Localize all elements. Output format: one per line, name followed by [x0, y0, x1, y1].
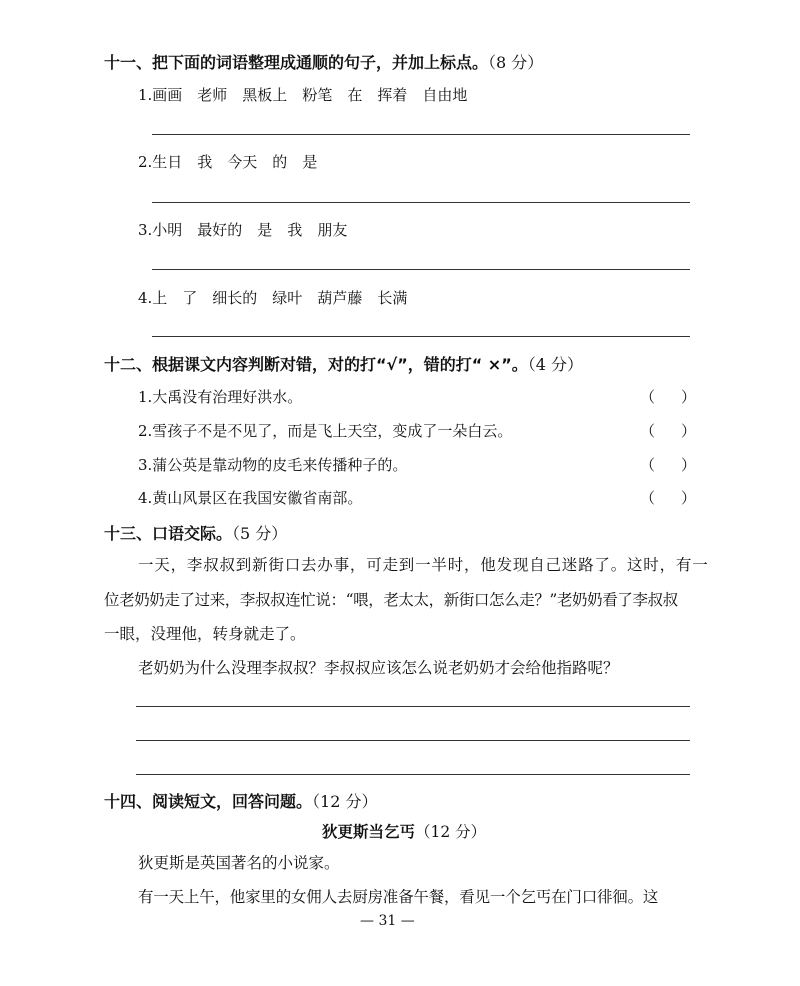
sec11-item-3: 3.小明 最好的 是 我 朋友: [138, 221, 348, 239]
answer-parentheses[interactable]: （）: [640, 388, 723, 406]
section-13-title: 十三、口语交际。（5 分）: [104, 524, 288, 543]
answer-line: [136, 740, 690, 741]
passage-line-2: 有一天上午，他家里的女佣人去厨房准备午餐，看见一个乞丐在门口徘徊。这: [138, 888, 659, 906]
answer-parentheses[interactable]: （）: [640, 422, 723, 440]
sec12-item-1: 1.大禹没有治理好洪水。: [138, 388, 303, 406]
sec11-item-2: 2.生日 我 今天 的 是: [138, 153, 318, 171]
section-14-title: 十四、阅读短文，回答问题。（12 分）: [104, 792, 378, 811]
story-line-2: 位老奶奶走了过来，李叔叔连忙说：“喂，老太太，新街口怎么走？”老奶奶看了李叔叔: [104, 591, 678, 609]
story-line-1: 一天，李叔叔到新街口去办事，可走到一半时，他发现自己迷路了。这时，有一: [138, 556, 709, 574]
story-line-3: 一眼，没理他，转身就走了。: [104, 625, 306, 643]
answer-parentheses[interactable]: （）: [640, 456, 723, 474]
story-title: 狄更斯当乞丐（12 分）: [322, 823, 487, 841]
answer-line: [152, 202, 690, 203]
sec12-item-3: 3.蒲公英是靠动物的皮毛来传播种子的。: [138, 456, 408, 474]
sec11-item-4: 4.上 了 细长的 绿叶 葫芦藤 长满: [138, 289, 408, 307]
answer-line: [152, 269, 690, 270]
answer-line: [136, 774, 690, 775]
passage-line-1: 狄更斯是英国著名的小说家。: [138, 854, 340, 872]
answer-parentheses[interactable]: （）: [640, 489, 723, 507]
answer-line: [152, 134, 690, 135]
page-number: — 31 —: [360, 913, 415, 929]
sec12-item-4: 4.黄山风景区在我国安徽省南部。: [138, 489, 363, 507]
answer-line: [152, 336, 690, 337]
section-12-title: 十二、根据课文内容判断对错，对的打“√”，错的打“ ×”。（4 分）: [104, 355, 583, 374]
section-11-title: 十一、把下面的词语整理成通顺的句子，并加上标点。（8 分）: [104, 53, 544, 72]
sec11-item-1: 1.画画 老师 黑板上 粉笔 在 挥着 自由地: [138, 86, 468, 104]
answer-line: [136, 706, 690, 707]
sec12-item-2: 2.雪孩子不是不见了，而是飞上天空，变成了一朵白云。: [138, 422, 513, 440]
question-text: 老奶奶为什么没理李叔叔？李叔叔应该怎么说老奶奶才会给他指路呢？: [138, 659, 619, 677]
